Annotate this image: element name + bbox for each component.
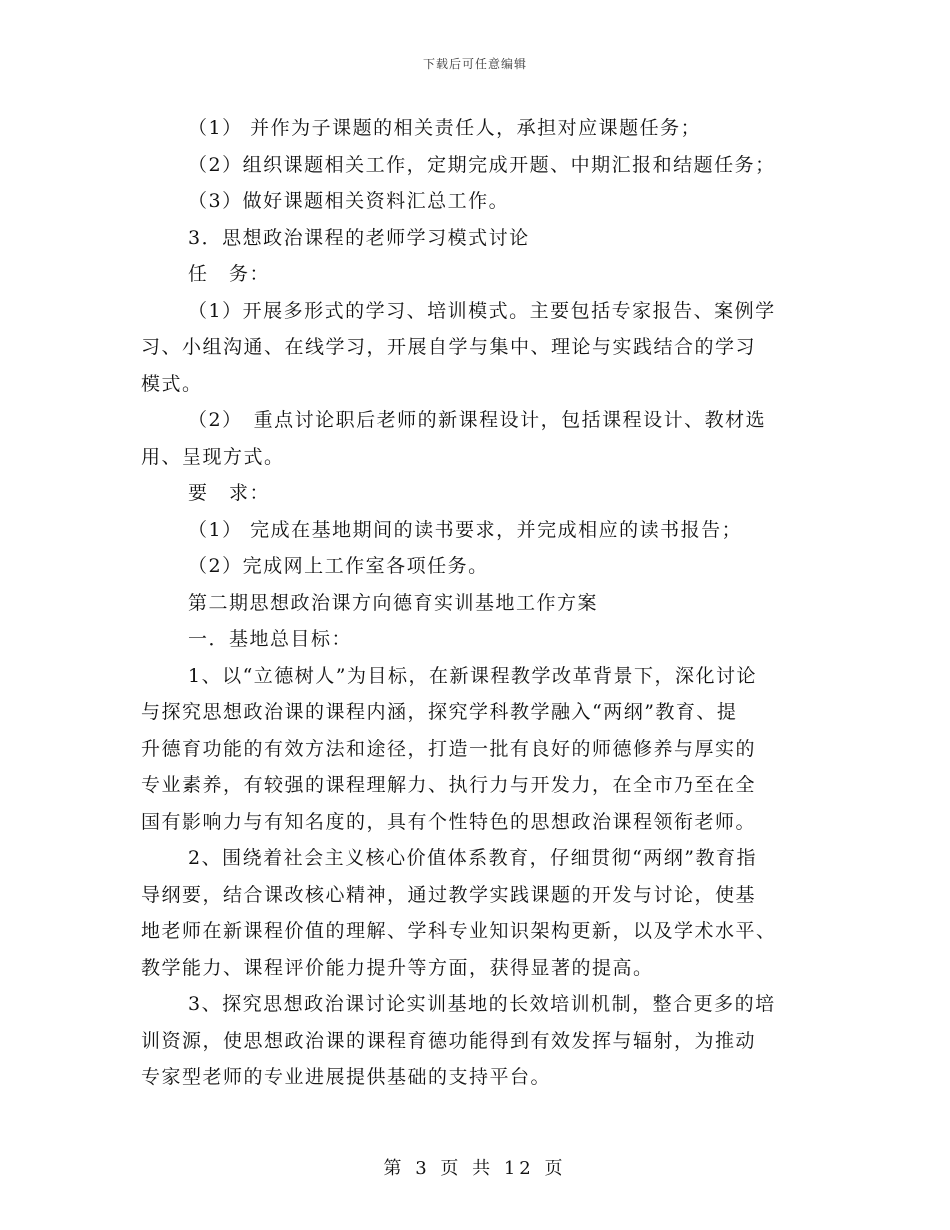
paragraph-line: 用、呈现方式。	[141, 445, 285, 468]
subheading-task: 任 务：	[188, 263, 271, 285]
paragraph-line: 升德育功能的有效方法和途径，打造一批有良好的师德修养与厚实的	[141, 737, 757, 760]
paragraph-line: 模式。	[141, 372, 203, 395]
paragraph-line: 专家型老师的专业进展提供基础的支持平台。	[141, 1066, 552, 1088]
paragraph-line: （2）组织课题相关工作，定期完成开题、中期汇报和结题任务；	[188, 153, 776, 176]
paragraph-line: 与探究思想政治课的课程内涵，探究学科教学融入“两纲”教育、提	[141, 701, 738, 723]
paragraph-line: （1） 并作为子课题的相关责任人，承担对应课题任务；	[188, 117, 702, 139]
paragraph-line: 3、探究思想政治课讨论实训基地的长效培训机制，整合更多的培	[188, 993, 776, 1015]
paragraph-line: 国有影响力与有知名度的，具有个性特色的思想政治课程领衔老师。	[141, 810, 757, 833]
paragraph-line: 教学能力、课程评价能力提升等方面，获得显著的提高。	[141, 956, 654, 979]
paragraph-line: 专业素养，有较强的课程理解力、执行力与开发力，在全市乃至在全	[141, 774, 757, 796]
paragraph-line: 1、以“立德树人”为目标，在新课程教学改革背景下，深化讨论	[188, 664, 758, 687]
paragraph-line: 训资源，使思想政治课的课程育德功能得到有效发挥与辐射，为推动	[141, 1029, 757, 1052]
paragraph-line: （2） 重点讨论职后老师的新课程设计，包括课程设计、教材选	[188, 409, 767, 431]
paragraph-line: 2、围绕着社会主义核心价值体系教育，仔细贯彻“两纲”教育指	[188, 847, 758, 869]
section-title: 第二期思想政治课方向德育实训基地工作方案	[188, 591, 599, 614]
paragraph-line: 导纲要，结合课改核心精神，通过教学实践课题的开发与讨论，使基	[141, 883, 757, 906]
paragraph-line: 地老师在新课程价值的理解、学科专业知识架构更新，以及学术水平、	[141, 920, 777, 942]
section-heading: 3．思想政治课程的老师学习模式讨论	[188, 226, 530, 249]
subheading-requirements: 要 求：	[188, 482, 271, 504]
paragraph-line: （3）做好课题相关资料汇总工作。	[188, 190, 510, 212]
page-header: 下载后可任意编辑	[422, 57, 527, 71]
paragraph-line: （1）开展多形式的学习、培训模式。主要包括专家报告、案例学	[188, 299, 776, 322]
paragraph-line: （2）完成网上工作室各项任务。	[188, 555, 489, 577]
paragraph-line: （1） 完成在基地期间的读书要求，并完成相应的读书报告；	[188, 518, 743, 541]
document-body	[141, 110, 811, 1096]
paragraph-line: 习、小组沟通、在线学习，开展自学与集中、理论与实践结合的学习	[141, 336, 757, 358]
page-footer: 第 3 页 共 12 页	[383, 1158, 567, 1179]
section-heading: 一．基地总目标：	[188, 628, 353, 650]
